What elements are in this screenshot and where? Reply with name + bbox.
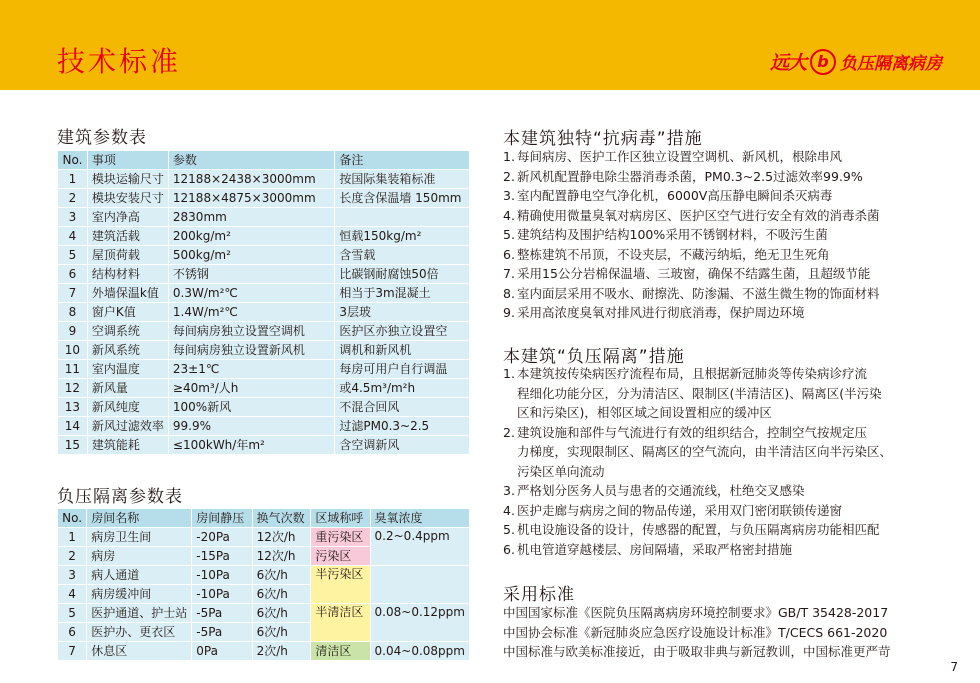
table-cell: 3 (58, 208, 88, 227)
item-number: 4. (503, 207, 515, 223)
list-item (503, 245, 880, 265)
column-header: 换气次数 (252, 509, 311, 528)
ozone-cell: 0.04~0.08ppm (370, 642, 469, 661)
table-cell: 6 (58, 265, 88, 284)
ozone-cell: 0.08~0.12ppm (370, 604, 469, 642)
item-number: 2. (503, 168, 515, 184)
item-text-line: 本建筑按传染病医疗流程布局，且根据新冠肺炎等传染病诊疗流 (517, 366, 868, 381)
column-header: 参数 (168, 151, 334, 170)
table-cell: 室内温度 (87, 360, 168, 379)
table-cell: 不混合回风 (335, 398, 470, 417)
table-cell: 2 (58, 189, 88, 208)
brand-logo (770, 48, 942, 75)
table-row (58, 208, 470, 227)
table-cell: 10 (58, 341, 88, 360)
item-text-line: 污染区单向流动 (517, 463, 605, 479)
item-number: 7. (503, 266, 515, 281)
table-cell: 建筑活载 (87, 227, 168, 246)
isolation-params-title: 负压隔离参数表 (57, 487, 183, 507)
table-row (58, 322, 470, 341)
table-cell: 99.9% (168, 417, 334, 436)
zone-cell: 污染区 (311, 547, 370, 566)
table-cell: 0Pa (192, 642, 252, 661)
anti-virus-title: 本建筑独特“抗病毒”措施 (503, 129, 703, 149)
table-row (58, 227, 470, 246)
item-text-line: 医护走廊与病房之间的物品传递，采用双门密闭联锁传递窗 (517, 502, 843, 518)
item-text: 建筑结构及围护结构100%采用不锈钢材料，不吸污生菌 (517, 227, 828, 242)
table-row (58, 604, 470, 623)
item-text: 精确使用微量臭氧对病房区、医护区空气进行安全有效的消毒杀菌 (517, 207, 880, 223)
item-text-line: 程细化功能分区，分为清洁区、限制区(半清洁区)、隔离区(半污染 (517, 385, 882, 401)
table-cell: 含空调新风 (335, 436, 470, 455)
negative-pressure-list (503, 364, 892, 559)
item-text-line: 区和污染区)，相邻区域之间设置相应的缓冲区 (517, 405, 772, 420)
table-cell: 12次/h (252, 528, 311, 547)
anti-virus-list (503, 147, 880, 323)
item-number: 1. (503, 366, 515, 381)
list-item (503, 481, 892, 501)
table-cell: 3层玻 (335, 303, 470, 322)
item-number: 5. (503, 522, 515, 537)
table-cell: 6 (58, 623, 87, 642)
standards-title: 采用标准 (503, 585, 575, 605)
item-text: 整栋建筑不吊顶，不设夹层，不藏污纳垢，绝无卫生死角 (517, 246, 830, 262)
column-header: 房间静压 (192, 509, 252, 528)
table-row (58, 398, 470, 417)
ozone-cell (370, 566, 469, 604)
table-cell: 2次/h (252, 642, 311, 661)
table-cell: 新风系统 (87, 341, 168, 360)
table-cell: 4 (58, 585, 87, 604)
brand-mark-icon: b (810, 49, 836, 75)
item-text-line: 机电设施设备的设计，传感器的配置，与负压隔离病房功能相匹配 (517, 522, 880, 537)
table-cell: 0.3W/m²℃ (168, 284, 334, 303)
column-header: 臭氧浓度 (370, 509, 469, 528)
table-cell: 12 (58, 379, 88, 398)
table-cell: 6次/h (252, 623, 311, 642)
item-text-line: 建筑设施和部件与气流进行有效的组织结合，控制空气按规定压 (517, 424, 868, 440)
list-item (503, 303, 880, 323)
table-cell: 医护区亦独立设置空 (335, 322, 470, 341)
item-number: 3. (503, 188, 515, 203)
item-number: 2. (503, 424, 515, 440)
table-cell: 新风纯度 (87, 398, 168, 417)
table-cell: 相当于3m混凝土 (335, 284, 470, 303)
table-cell: 比碳钢耐腐蚀50倍 (335, 265, 470, 284)
table-row (58, 189, 470, 208)
table-cell: 2 (58, 547, 87, 566)
item-number: 6. (503, 541, 515, 557)
isolation-params-table (57, 508, 470, 661)
item-number: 8. (503, 285, 515, 301)
zone-cell: 半污染区 (311, 566, 370, 604)
table-cell: 每间病房独立设置空调机 (168, 322, 334, 341)
table-cell: -10Pa (192, 585, 252, 604)
table-cell: 不锈钢 (168, 265, 334, 284)
table-cell: 15 (58, 436, 88, 455)
table-cell: 医护通道、护士站 (87, 604, 192, 623)
column-header: No. (58, 151, 88, 170)
table-cell: 病房 (87, 547, 192, 566)
table-cell: 长度含保温墙 150mm (335, 189, 470, 208)
table-cell: 100%新风 (168, 398, 334, 417)
table-cell: -20Pa (192, 528, 252, 547)
item-number: 1. (503, 149, 515, 164)
ozone-cell: 0.2~0.4ppm (370, 528, 469, 566)
table-row (58, 265, 470, 284)
table-cell: 13 (58, 398, 88, 417)
page-number: 7 (950, 660, 958, 674)
table-cell: 5 (58, 246, 88, 265)
table-cell: 12188×4875×3000mm (168, 189, 334, 208)
table-cell: 200kg/m² (168, 227, 334, 246)
item-text: 采用15公分岩棉保温墙、三玻窗，确保不结露生菌，且超级节能 (517, 266, 871, 281)
column-header: 区域称呼 (311, 509, 370, 528)
table-cell: 1 (58, 528, 87, 547)
table-cell: 医护办、更衣区 (87, 623, 192, 642)
table-cell: 病人通道 (87, 566, 192, 585)
zone-cell: 半清洁区 (311, 604, 370, 642)
table-cell: 6次/h (252, 566, 311, 585)
table-cell: ≤100kWh/年m² (168, 436, 334, 455)
zone-cell: 清洁区 (311, 642, 370, 661)
column-header: No. (58, 509, 87, 528)
table-cell: 6次/h (252, 585, 311, 604)
table-cell: -5Pa (192, 604, 252, 623)
table-cell: 建筑能耗 (87, 436, 168, 455)
building-params-table (57, 150, 470, 455)
table-cell: 12188×2438×3000mm (168, 170, 334, 189)
table-row (58, 170, 470, 189)
header-band (0, 0, 980, 90)
column-header: 房间名称 (87, 509, 192, 528)
table-row (58, 528, 470, 547)
item-text: 每间病房、医护工作区独立设置空调机、新风机，根除串风 (517, 149, 843, 164)
table-cell: 屋顶荷载 (87, 246, 168, 265)
table-cell: 含雪载 (335, 246, 470, 265)
column-header: 备注 (335, 151, 470, 170)
table-cell: 12次/h (252, 547, 311, 566)
list-item (503, 167, 880, 187)
table-cell (335, 208, 470, 227)
negative-pressure-title: 本建筑“负压隔离”措施 (503, 347, 685, 367)
table-cell: 500kg/m² (168, 246, 334, 265)
table-cell: 4 (58, 227, 88, 246)
brand-name: 远大 (769, 52, 806, 74)
building-params-title: 建筑参数表 (57, 128, 147, 148)
table-cell: ≥40m³/人h (168, 379, 334, 398)
table-header-row (58, 151, 470, 170)
table-cell: 9 (58, 322, 88, 341)
item-text: 室内面层采用不吸水、耐擦洗、防渗漏、不滋生微生物的饰面材料 (517, 285, 880, 301)
list-item (503, 206, 880, 226)
table-cell: 新风过滤效率 (87, 417, 168, 436)
table-cell: -5Pa (192, 623, 252, 642)
table-cell: 1.4W/m²℃ (168, 303, 334, 322)
table-cell: 休息区 (87, 642, 192, 661)
item-number: 9. (503, 305, 515, 320)
standard-line: 中国协会标准《新冠肺炎应急医疗设施设计标准》T/CECS 661-2020 (503, 624, 888, 640)
zone-cell: 重污染区 (311, 528, 370, 547)
table-cell: 新风量 (87, 379, 168, 398)
table-cell: 病房卫生间 (87, 528, 192, 547)
item-text: 新风机配置静电除尘器消毒杀菌，PM0.3~2.5过滤效率99.9% (517, 168, 863, 184)
item-text-line: 严格划分医务人员与患者的交通流线，杜绝交叉感染 (517, 483, 805, 498)
list-item (503, 264, 880, 284)
table-row (58, 341, 470, 360)
table-row (58, 284, 470, 303)
table-cell: 23±1℃ (168, 360, 334, 379)
table-row (58, 417, 470, 436)
table-cell: 7 (58, 642, 87, 661)
table-row (58, 379, 470, 398)
table-cell: 结构材料 (87, 265, 168, 284)
table-cell: 过滤PM0.3~2.5 (335, 417, 470, 436)
item-text-line: 力梯度，实现限制区、隔离区的空气流向，由半清洁区向半污染区、 (517, 444, 893, 459)
column-header: 事项 (87, 151, 168, 170)
table-cell: 窗户K值 (87, 303, 168, 322)
table-cell: 8 (58, 303, 88, 322)
list-item (503, 186, 880, 206)
table-cell: 外墙保温k值 (87, 284, 168, 303)
item-number: 3. (503, 483, 515, 498)
table-cell: 3 (58, 566, 87, 585)
table-cell: 恒载150kg/m² (335, 227, 470, 246)
table-row (58, 566, 470, 585)
table-cell: 14 (58, 417, 88, 436)
table-cell: 2830mm (168, 208, 334, 227)
item-text-line: 机电管道穿越楼层、房间隔墙，采取严格密封措施 (517, 541, 793, 557)
item-text: 采用高浓度臭氧对排风进行彻底消毒，保护周边环境 (517, 305, 805, 320)
brand-product: 负压隔离病房 (840, 54, 942, 74)
list-item (503, 423, 892, 482)
list-item (503, 520, 892, 540)
table-row (58, 436, 470, 455)
table-cell: 每房可用户自行调温 (335, 360, 470, 379)
page-title: 技术标准 (57, 45, 182, 78)
table-cell: 调机和新风机 (335, 341, 470, 360)
table-row (58, 642, 470, 661)
table-row (58, 246, 470, 265)
table-cell: 室内净高 (87, 208, 168, 227)
table-cell: 模块安装尺寸 (87, 189, 168, 208)
table-cell: 空调系统 (87, 322, 168, 341)
standard-line: 中国标准与欧美标准接近，由于吸取非典与新冠教训，中国标准更严苛 (503, 644, 891, 659)
table-cell: -10Pa (192, 566, 252, 585)
table-cell: -15Pa (192, 547, 252, 566)
table-cell: 6次/h (252, 604, 311, 623)
item-number: 6. (503, 246, 515, 262)
list-item (503, 501, 892, 521)
table-row (58, 303, 470, 322)
table-cell: 7 (58, 284, 88, 303)
standard-line: 中国国家标准《医院负压隔离病房环境控制要求》GB/T 35428-2017 (503, 605, 889, 620)
table-cell: 每间病房独立设置新风机 (168, 341, 334, 360)
table-cell: 或4.5m³/m²h (335, 379, 470, 398)
item-number: 4. (503, 502, 515, 518)
list-item (503, 284, 880, 304)
standards-list (503, 603, 891, 662)
table-cell: 5 (58, 604, 87, 623)
table-header-row (58, 509, 470, 528)
list-item (503, 147, 880, 167)
list-item (503, 540, 892, 560)
table-cell: 按国际集装箱标准 (335, 170, 470, 189)
list-item (503, 225, 880, 245)
table-row (58, 360, 470, 379)
table-cell: 病房缓冲间 (87, 585, 192, 604)
table-cell: 模块运输尺寸 (87, 170, 168, 189)
table-cell: 1 (58, 170, 88, 189)
table-cell: 11 (58, 360, 88, 379)
item-text: 室内配置静电空气净化机，6000V高压静电瞬间杀灭病毒 (517, 188, 833, 203)
list-item (503, 364, 892, 423)
item-number: 5. (503, 227, 515, 242)
